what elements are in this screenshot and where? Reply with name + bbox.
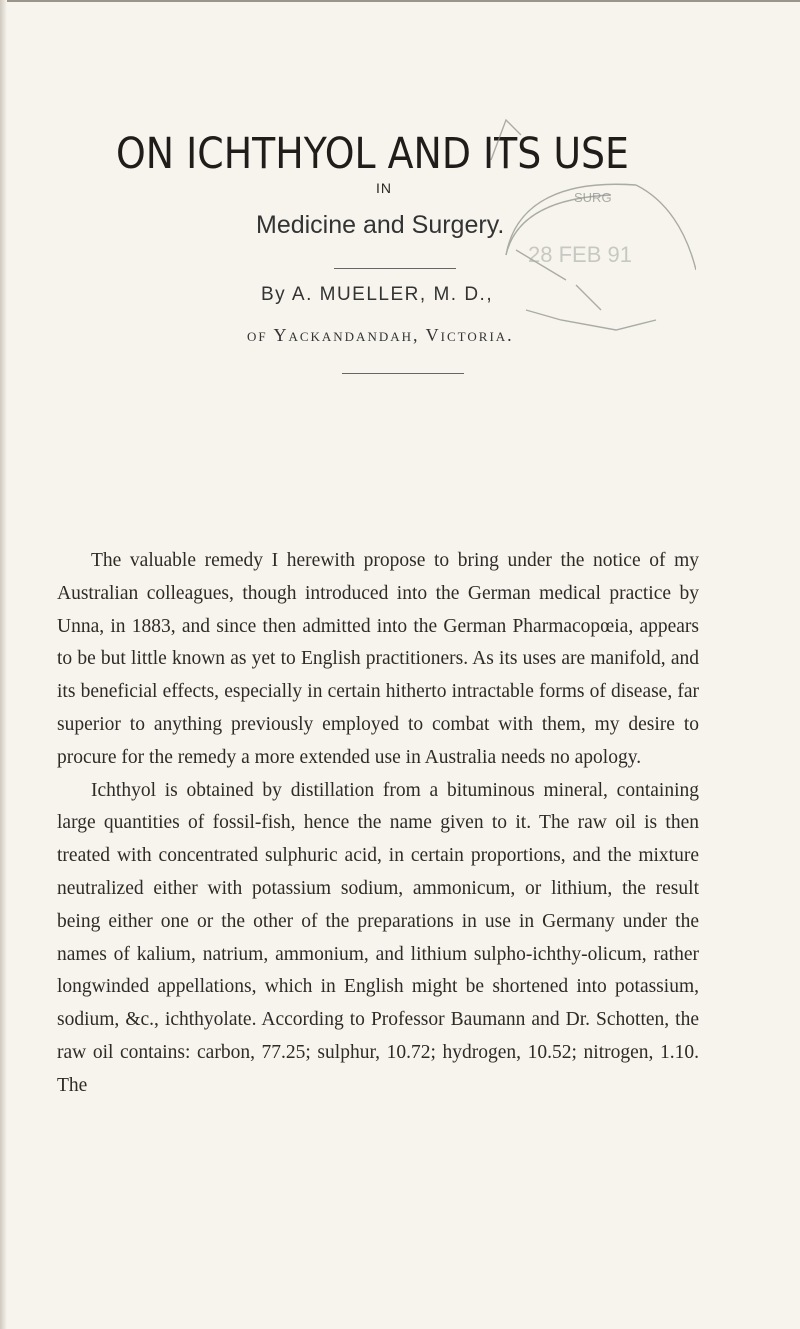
page-left-edge	[0, 0, 7, 1329]
stamp-date-text: 28 FEB 91	[528, 242, 632, 267]
paragraph-2: Ichthyol is obtained by distillation from a bituminous mineral, containing large quantities of fossil-fish, hence the name given to it. The raw oil is then treated with concentrated sulphuric acid, in certain proportions, and the mixture neutralized either with potassium sodium, ammonicum, or lithium, the result being either one or the other of the preparations in use in Germany under the names of kalium, natrium, ammonium, and lithium sulpho-ichthy-olicum, rather longwinded appellations, which in English might be shortened into potassium, sodium, &c., ichthyolate. According to Professor Baumann and Dr. Schotten, the raw oil contains: carbon, 77.25; sulphur, 10.72; hydrogen, 10.52; nitrogen, 1.10. The	[57, 779, 699, 1096]
library-stamp	[396, 80, 696, 370]
body-text	[57, 545, 699, 1103]
author-place: of Yackandandah, Victoria.	[247, 325, 514, 345]
page-title: ON ICHTHYOL AND ITS USE	[116, 128, 629, 179]
subtitle: Medicine and Surgery.	[256, 211, 505, 239]
divider-rule-bottom	[342, 373, 464, 374]
author-line: By A. MUELLER, M. D.,	[261, 284, 494, 305]
page-top-edge	[0, 0, 800, 2]
paragraph-1: The valuable remedy I herewith propose to bring under the notice of my Australian colleagues, though introduced into the German medical practice by Unna, in 1883, and since then admitted into the German Pharmacopœia, appears to be but little known as yet to English practitioners. As its uses are manifold, and its beneficial effects, especially in certain hitherto intractable forms of disease, far superior to anything previously employed to combat with them, my desire to procure for the remedy a more extended use in Australia needs no apology.	[57, 550, 699, 768]
stamp-arc-text: SURG	[574, 190, 612, 205]
in-label: IN	[376, 180, 392, 196]
